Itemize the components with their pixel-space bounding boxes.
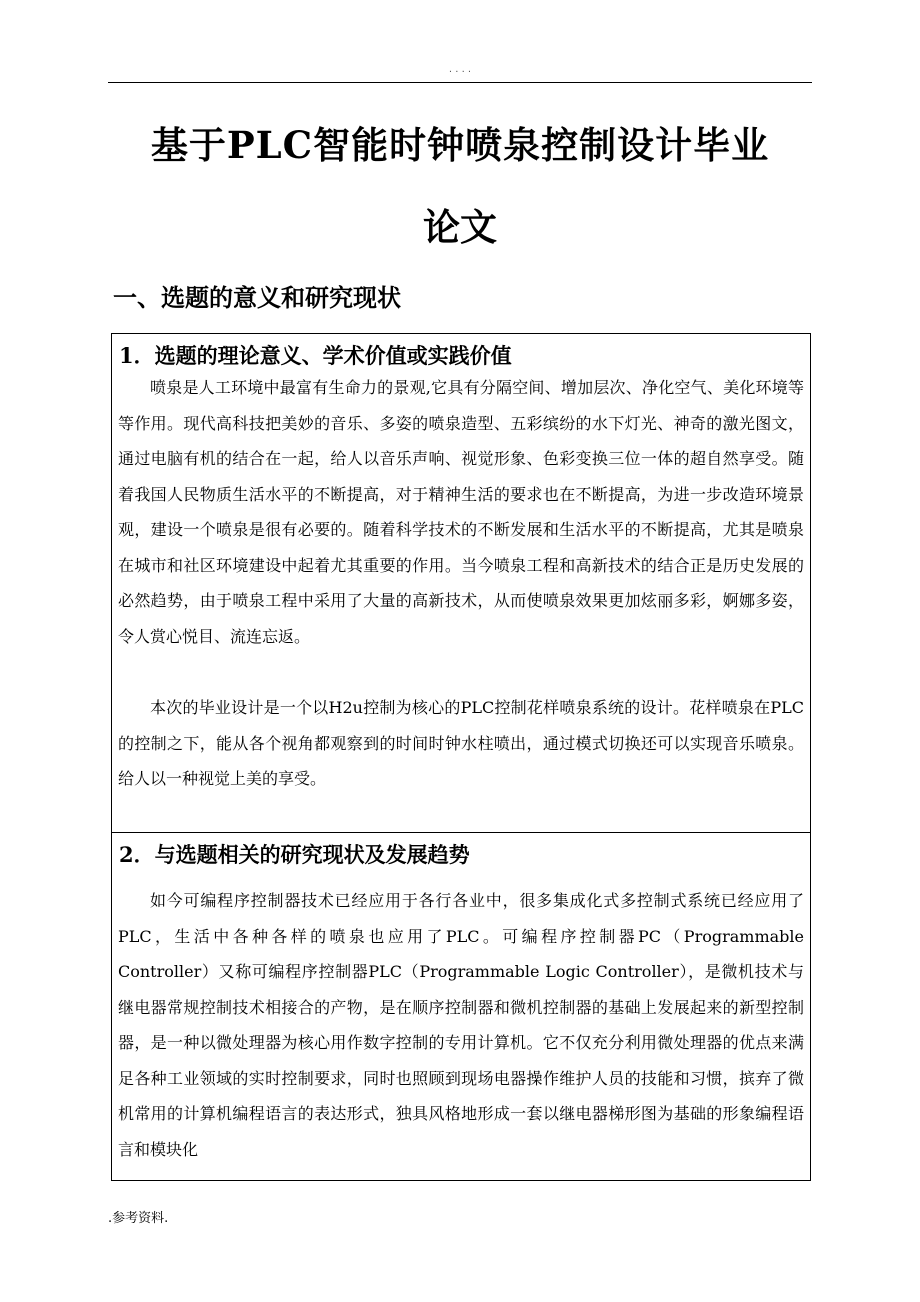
paragraph: 喷泉是人工环境中最富有生命力的景观,它具有分隔空间、增加层次、净化空气、美化环境等等作用。现代高科技把美妙的音乐、多姿的喷泉造型、五彩缤纷的水下灯光、神奇的激光图文，通过电脑有机的结合在一起，给人以音乐声响、视觉形象、色彩变换三位一体的超自然享受。随着我国人民物质生活水平的不断提高，对于精神生活的要求也在不断提高，为进一步改造环境景观，建设一个喷泉是很有必要的。随着科学技术的不断发展和生活水平的不断提高，尤其是喷泉在城市和社区环境建设中起着尤其重要的作用。当今喷泉工程和高新技术的结合正是历史发展的必然趋势，由于喷泉工程中采用了大量的高新技术，从而使喷泉效果更加炫丽多彩，婀娜多姿，令人赏心悦目、流连忘返。 bbox=[118, 378, 804, 646]
header-dots: . . . . bbox=[448, 64, 472, 75]
subsection-heading-2: 2．与选题相关的研究现状及发展趋势 bbox=[119, 842, 470, 867]
table-cell-research-status bbox=[111, 833, 811, 1181]
document-title-line1: 基于PLC智能时钟喷泉控制设计毕业 bbox=[150, 123, 770, 167]
subsection-heading-1: 1．选题的理论意义、学术价值或实践价值 bbox=[119, 343, 512, 368]
table-cell-significance bbox=[111, 333, 811, 833]
document-title-line2: 论文 bbox=[423, 205, 497, 249]
section-heading: 一、选题的意义和研究现状 bbox=[113, 283, 401, 312]
footer-text: .参考资料. bbox=[108, 1211, 169, 1226]
paragraph: 如今可编程序控制器技术已经应用于各行各业中，很多集成化式多控制式系统已经应用了PLC，生活中各种各样的喷泉也应用了PLC。可编程序控制器PC（Programmable Controller）又称可编程序控制器PLC（Programmable Logic Controller），是微机技术与继电器常规控制技术相接合的产物，是在顺序控制器和微机控制器的基础上发展起来的新型控制器，是一种以微处理器为核心用作数字控制的专用计算机。它不仅充分利用微处理器的优点来满足各种工业领域的实时控制要求，同时也照顾到现场电器操作维护人员的技能和习惯，摈弃了微机常用的计算机编程语言的表达形式，独具风格地形成一套以继电器梯形图为基础的形象编程语言和模块化 bbox=[118, 891, 804, 1159]
header-rule bbox=[108, 82, 812, 83]
paragraph: 本次的毕业设计是一个以H2u控制为核心的PLC控制花样喷泉系统的设计。花样喷泉在PLC的控制之下，能从各个视角都观察到的时间时钟水柱喷出，通过模式切换还可以实现音乐喷泉。给人以一种视觉上美的享受。 bbox=[118, 698, 804, 788]
